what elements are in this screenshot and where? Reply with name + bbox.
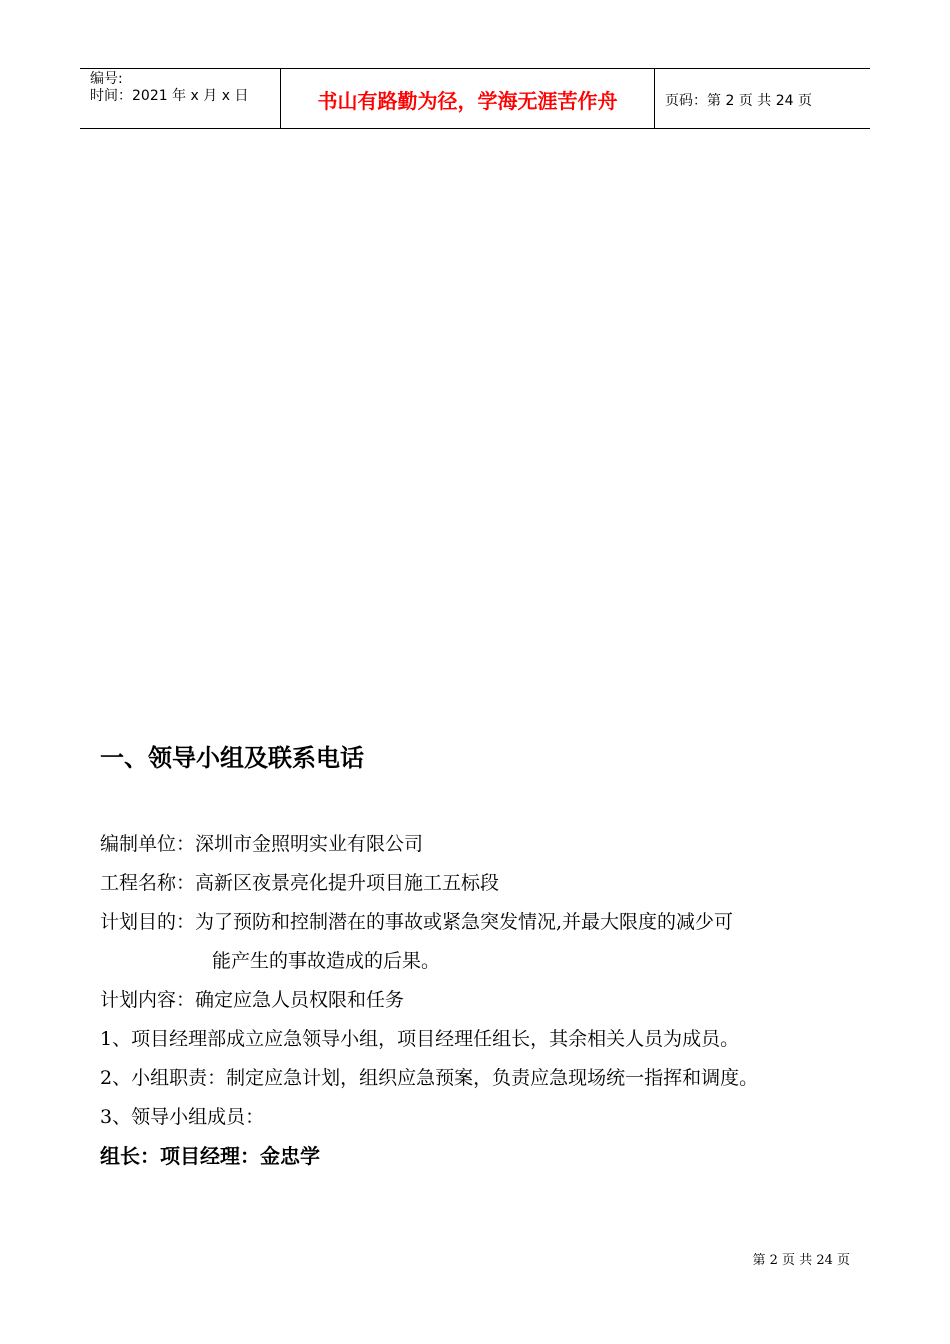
document-date: 时间：2021 年 x 月 x 日 bbox=[90, 88, 249, 104]
list-item: 1、项目经理部成立应急领导小组，项目经理任组长，其余相关人员为成员。 bbox=[100, 1028, 740, 1050]
header-meta bbox=[80, 69, 281, 128]
list-item: 2、小组职责：制定应急计划，组织应急预案，负责应急现场统一指挥和调度。 bbox=[100, 1067, 759, 1089]
project-name: 工程名称：高新区夜景亮化提升项目施工五标段 bbox=[100, 872, 500, 894]
list-item: 3、领导小组成员： bbox=[100, 1106, 265, 1128]
compiling-unit: 编制单位：深圳市金照明实业有限公司 bbox=[100, 833, 424, 855]
page-footer: 第 2 页 共 24 页 bbox=[752, 1253, 850, 1268]
section-title: 一、领导小组及联系电话 bbox=[100, 743, 364, 772]
page-header bbox=[80, 68, 870, 129]
plan-content: 计划内容：确定应急人员权限和任务 bbox=[100, 989, 405, 1011]
team-leader: 组长：项目经理：金忠学 bbox=[100, 1144, 320, 1168]
document-body bbox=[100, 825, 860, 1176]
document-number-label: 编号: bbox=[90, 71, 123, 87]
header-page-number: 页码：第 2 页 共 24 页 bbox=[665, 92, 812, 109]
header-motto: 书山有路勤为径，学海无涯苦作舟 bbox=[281, 69, 655, 128]
plan-purpose-continued: 能产生的事故造成的后果。 bbox=[212, 950, 441, 972]
plan-purpose: 计划目的：为了预防和控制潜在的事故或紧急突发情况,并最大限度的减少可 bbox=[100, 911, 734, 933]
